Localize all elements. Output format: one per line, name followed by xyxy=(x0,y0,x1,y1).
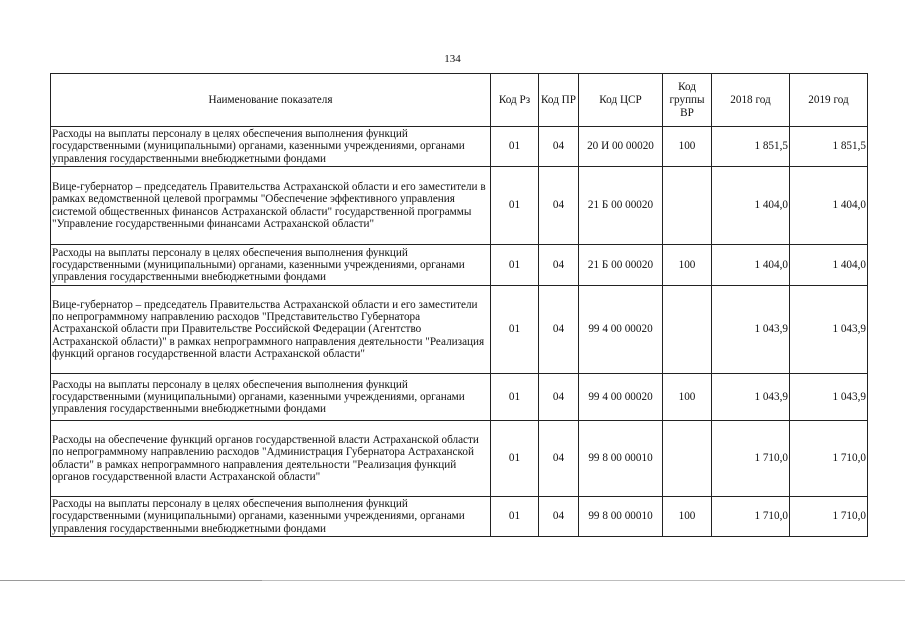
row-pr: 04 xyxy=(539,421,579,497)
scan-edge-line-right xyxy=(262,580,905,581)
row-2019: 1 043,9 xyxy=(790,286,868,374)
table-row xyxy=(51,374,868,421)
table-row xyxy=(51,286,868,374)
header-csr: Код ЦСР xyxy=(579,74,663,127)
row-vr: 100 xyxy=(663,245,712,286)
row-csr: 99 4 00 00020 xyxy=(579,374,663,421)
row-rz: 01 xyxy=(491,421,539,497)
row-2019: 1 710,0 xyxy=(790,421,868,497)
row-name: Вице-губернатор – председатель Правительства Астраханской области и его заместители по непрограммному направлению расходов "Представительство Губернатора Астраханской области при Правительстве Российской Федерации (Агентство Астраханской области)" в рамках непрограммного направления деятельности "Реализация функций органов государственной власти Астраханской области" xyxy=(51,286,491,374)
row-vr: 100 xyxy=(663,497,712,537)
table-row xyxy=(51,127,868,167)
row-2018: 1 404,0 xyxy=(712,167,790,245)
header-pr: Код ПР xyxy=(539,74,579,127)
row-name: Расходы на обеспечение функций органов государственной власти Астраханской области по непрограммному направлению расходов "Администрация Губернатора Астраханской области" в рамках непрограммного направления деятельности "Реализация функций органов государственной власти Астраханской области" xyxy=(51,421,491,497)
row-2018: 1 404,0 xyxy=(712,245,790,286)
row-2019: 1 404,0 xyxy=(790,245,868,286)
row-csr: 20 И 00 00020 xyxy=(579,127,663,167)
row-pr: 04 xyxy=(539,374,579,421)
row-pr: 04 xyxy=(539,497,579,537)
row-2019: 1 851,5 xyxy=(790,127,868,167)
table-body xyxy=(51,127,868,537)
row-pr: 04 xyxy=(539,245,579,286)
row-csr: 99 8 00 00010 xyxy=(579,497,663,537)
row-name: Вице-губернатор – председатель Правительства Астраханской области и его заместители в рамках ведомственной целевой программы "Обеспечение эффективного управления системой общественных финансов Астраханской области" государственной программы "Управление государственными финансами Астраханской области" xyxy=(51,167,491,245)
row-name: Расходы на выплаты персоналу в целях обеспечения выполнения функций государственными (муниципальными) органами, казенными учреждениями, органами управления государственными внебюджетными фондами xyxy=(51,127,491,167)
header-vr: Код группы ВР xyxy=(663,74,712,127)
scan-edge-line-left xyxy=(0,580,262,581)
row-vr xyxy=(663,286,712,374)
row-pr: 04 xyxy=(539,167,579,245)
header-2018: 2018 год xyxy=(712,74,790,127)
row-rz: 01 xyxy=(491,374,539,421)
row-vr: 100 xyxy=(663,127,712,167)
row-rz: 01 xyxy=(491,127,539,167)
row-csr: 21 Б 00 00020 xyxy=(579,167,663,245)
row-rz: 01 xyxy=(491,286,539,374)
row-rz: 01 xyxy=(491,497,539,537)
row-csr: 99 4 00 00020 xyxy=(579,286,663,374)
row-2018: 1 710,0 xyxy=(712,497,790,537)
budget-table xyxy=(50,73,868,537)
row-2018: 1 710,0 xyxy=(712,421,790,497)
row-pr: 04 xyxy=(539,127,579,167)
header-name: Наименование показателя xyxy=(51,74,491,127)
row-2018: 1 043,9 xyxy=(712,374,790,421)
table-row xyxy=(51,245,868,286)
header-rz: Код Рз xyxy=(491,74,539,127)
page-number: 134 xyxy=(444,53,461,65)
row-name: Расходы на выплаты персоналу в целях обеспечения выполнения функций государственными (муниципальными) органами, казенными учреждениями, органами управления государственными внебюджетными фондами xyxy=(51,497,491,537)
table-row xyxy=(51,421,868,497)
row-csr: 99 8 00 00010 xyxy=(579,421,663,497)
table-row xyxy=(51,497,868,537)
row-rz: 01 xyxy=(491,245,539,286)
row-2019: 1 404,0 xyxy=(790,167,868,245)
header-2019: 2019 год xyxy=(790,74,868,127)
row-2018: 1 851,5 xyxy=(712,127,790,167)
row-vr: 100 xyxy=(663,374,712,421)
row-vr xyxy=(663,421,712,497)
header-row xyxy=(51,74,868,127)
row-2019: 1 043,9 xyxy=(790,374,868,421)
row-vr xyxy=(663,167,712,245)
row-rz: 01 xyxy=(491,167,539,245)
row-2018: 1 043,9 xyxy=(712,286,790,374)
table-row xyxy=(51,167,868,245)
row-name: Расходы на выплаты персоналу в целях обеспечения выполнения функций государственными (муниципальными) органами, казенными учреждениями, органами управления государственными внебюджетными фондами xyxy=(51,374,491,421)
row-csr: 21 Б 00 00020 xyxy=(579,245,663,286)
row-name: Расходы на выплаты персоналу в целях обеспечения выполнения функций государственными (муниципальными) органами, казенными учреждениями, органами управления государственными внебюджетными фондами xyxy=(51,245,491,286)
table-header xyxy=(51,74,868,127)
row-pr: 04 xyxy=(539,286,579,374)
row-2019: 1 710,0 xyxy=(790,497,868,537)
